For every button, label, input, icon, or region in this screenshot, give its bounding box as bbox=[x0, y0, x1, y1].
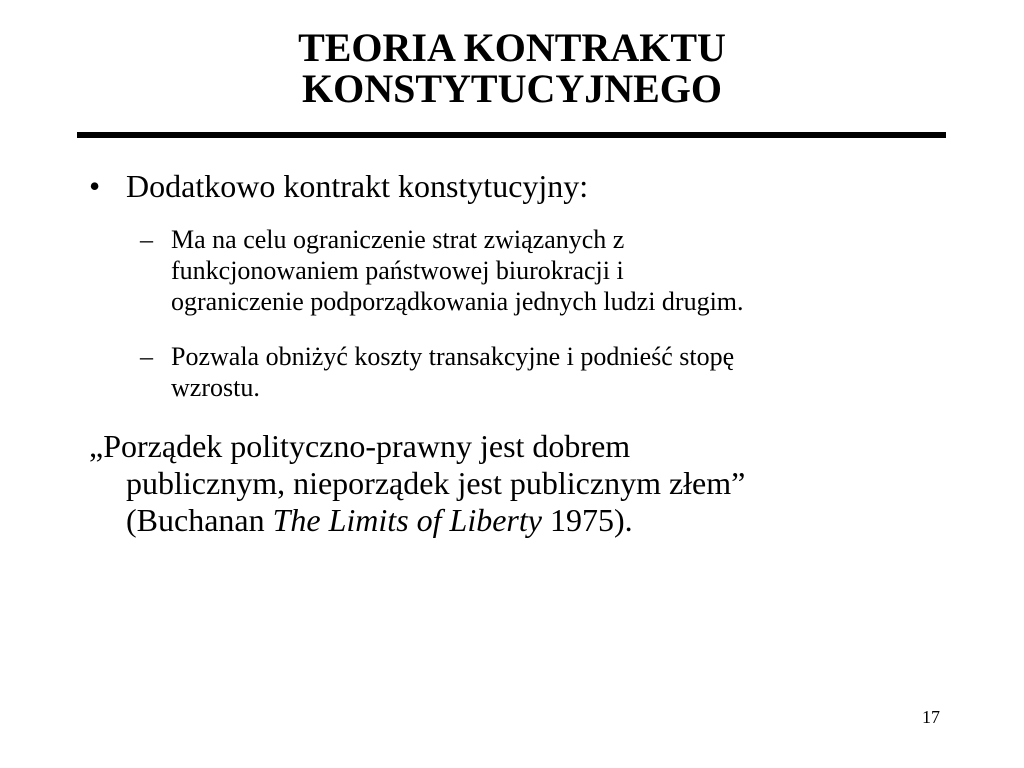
sub-bullet-marker: – bbox=[140, 342, 153, 371]
quote-citation bbox=[89, 502, 949, 539]
page-number: 17 bbox=[922, 707, 940, 727]
bullet-text: Dodatkowo kontrakt konstytucyjny: bbox=[126, 168, 589, 204]
sub-bullet-marker: – bbox=[140, 225, 153, 254]
sub-bullet-line: funkcjonowaniem państwowej biurokracji i bbox=[171, 256, 624, 285]
sub-bullet-line: Ma na celu ograniczenie strat związanych z bbox=[171, 225, 625, 254]
citation-year: 1975). bbox=[541, 502, 633, 538]
sub-bullet-item bbox=[140, 224, 930, 324]
citation-book-title: The Limits of Liberty bbox=[272, 502, 542, 538]
slide-title-line-1: TEORIA KONTRAKTU bbox=[298, 25, 726, 70]
sub-bullet-line: ograniczenie podporządkowania jednych ludzi drugim. bbox=[171, 287, 744, 316]
sub-bullet-text bbox=[171, 341, 941, 403]
citation-author: (Buchanan bbox=[126, 502, 273, 538]
sub-bullet-item bbox=[140, 341, 930, 411]
sub-bullet-line: Pozwala obniżyć koszty transakcyjne i podnieść stopę bbox=[171, 342, 735, 371]
quote-block bbox=[89, 428, 949, 539]
sub-bullet-line: wzrostu. bbox=[171, 373, 260, 402]
bullet-marker: • bbox=[89, 168, 101, 204]
quote-line: publicznym, nieporządek jest publicznym złem” bbox=[126, 465, 746, 501]
quote-line: „Porządek polityczno-prawny jest dobrem bbox=[89, 428, 631, 464]
sub-bullet-text bbox=[171, 224, 941, 317]
slide-title-line-2: KONSTYTUCYJNEGO bbox=[301, 66, 723, 111]
